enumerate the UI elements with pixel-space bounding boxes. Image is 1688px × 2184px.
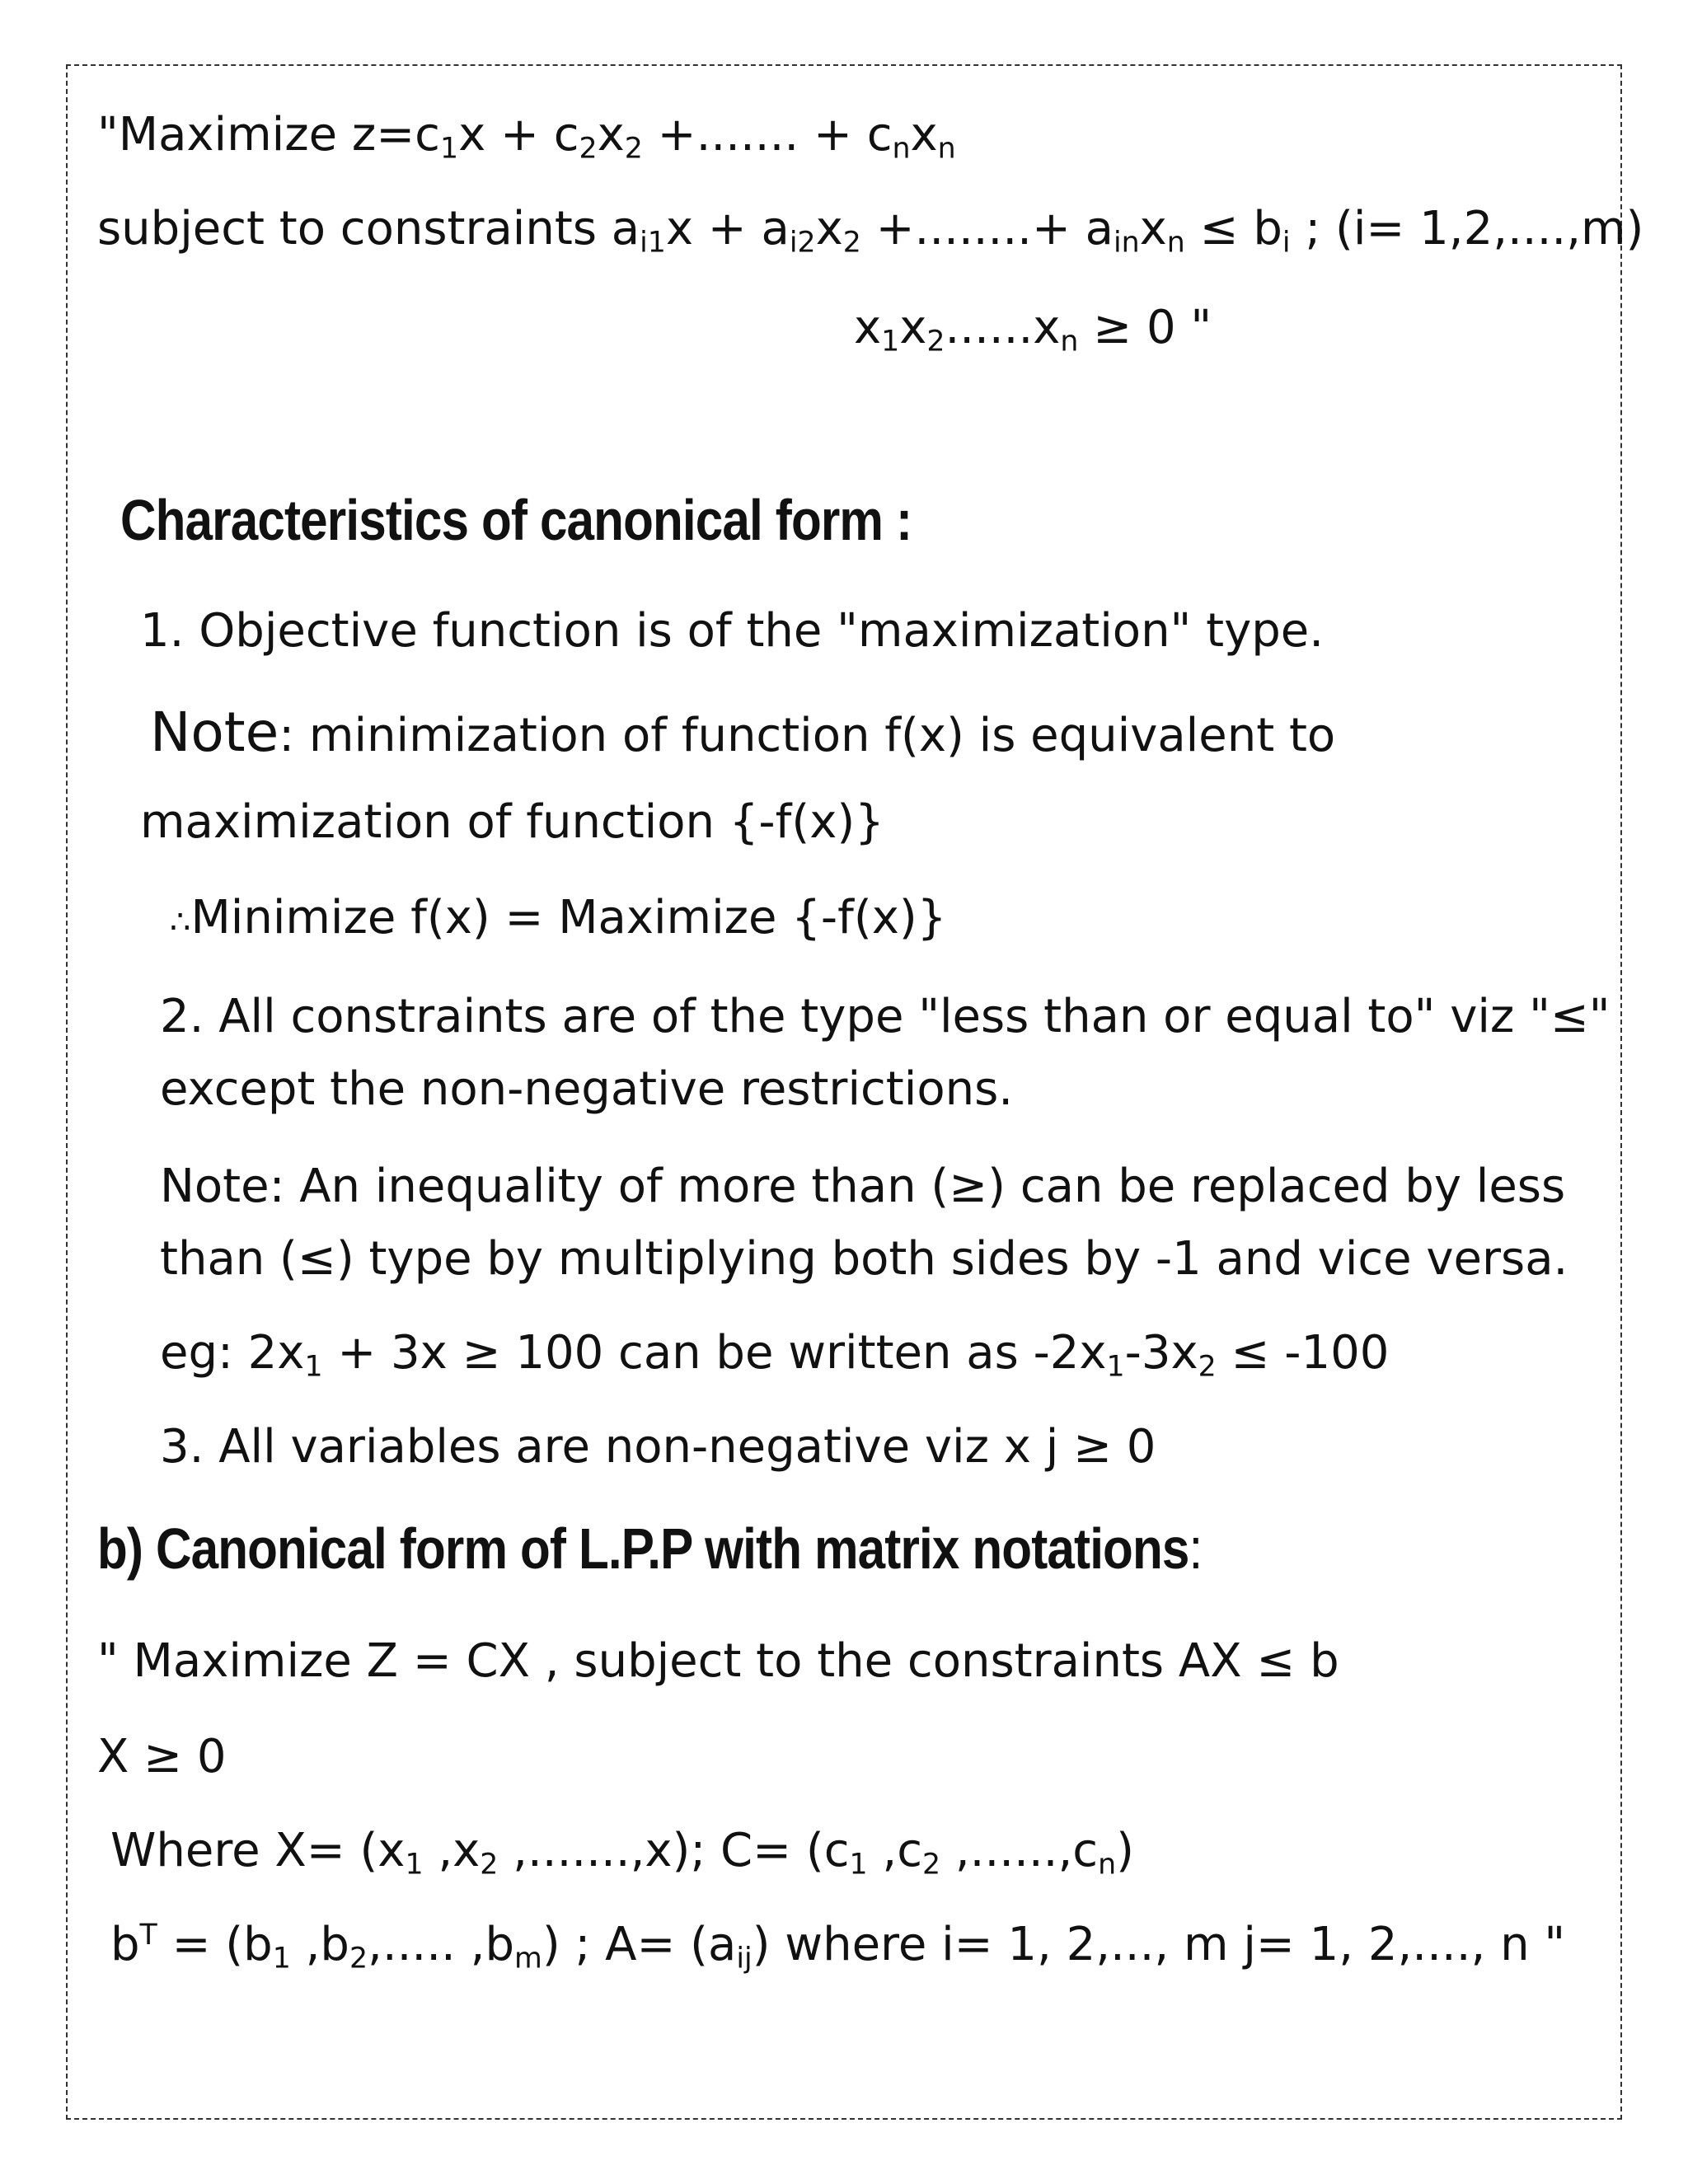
section-heading-characteristics: Characteristics of canonical form : [120, 488, 912, 552]
note-1-continued: maximization of function {-f(x)} [140, 795, 884, 849]
note-2-continued: than (≤) type by multiplying both sides by -1 and vice versa. [160, 1232, 1568, 1286]
example-line: eg: $2x_1 + 3x \ge 100$ can be written as $-2x_1-3x_2 \le -100$ [160, 1326, 1390, 1384]
characteristic-item-2-continued: except the non-negative restrictions. [160, 1062, 1014, 1116]
characteristic-item-2: 2. All constraints are of the type "less than or equal to" viz "≤" [160, 990, 1611, 1043]
constraint-line: subject to constraints $a_{i1}x + a_{i2}x_2$ +........+ $a_{in}x_n \le b_i$ ; (i= 1,2,....,m) [97, 202, 1644, 260]
objective-line: "Maximize $z=c_1x + c_2x_2$ +....... + $c_nx_n$ [97, 108, 956, 166]
characteristic-item-1: 1. Objective function is of the "maximization" type. [140, 604, 1325, 658]
therefore-line: ∴Minimize f(x) = Maximize {-f(x)} [170, 891, 947, 944]
note-1: Note: minimization of function f(x) is equivalent to [150, 701, 1336, 764]
characteristic-item-3: 3. All variables are non-negative viz x j ≥ 0 [160, 1420, 1156, 1474]
where-definitions-line: Where $X= (x_1$ $,x_2$ ,.......,x); $C= (c_1$ $,c_2$ $,......,c_n$) [110, 1824, 1134, 1882]
note-2: Note: An inequality of more than (≥) can be replaced by less [160, 1160, 1566, 1213]
matrix-non-negativity-line: X ≥ 0 [97, 1730, 227, 1783]
matrix-objective-line: " Maximize Z = CX , subject to the constraints AX ≤ b [97, 1634, 1339, 1688]
bt-definitions-line: $b^T = (b_1$ $,b_2$,..... $,b_m$) ; $A= (a_{ij})$ where i= 1, 2,..., m j= 1, 2,...., n " [110, 1918, 1566, 1975]
non-negativity-line: $x_1x_2......x_n \ge 0$ " [854, 301, 1212, 359]
note-label: Note [150, 701, 279, 764]
section-heading-matrix-form: b) Canonical form of L.P.P with matrix notations: [97, 1516, 1203, 1581]
therefore-symbol: ∴ [170, 903, 191, 941]
